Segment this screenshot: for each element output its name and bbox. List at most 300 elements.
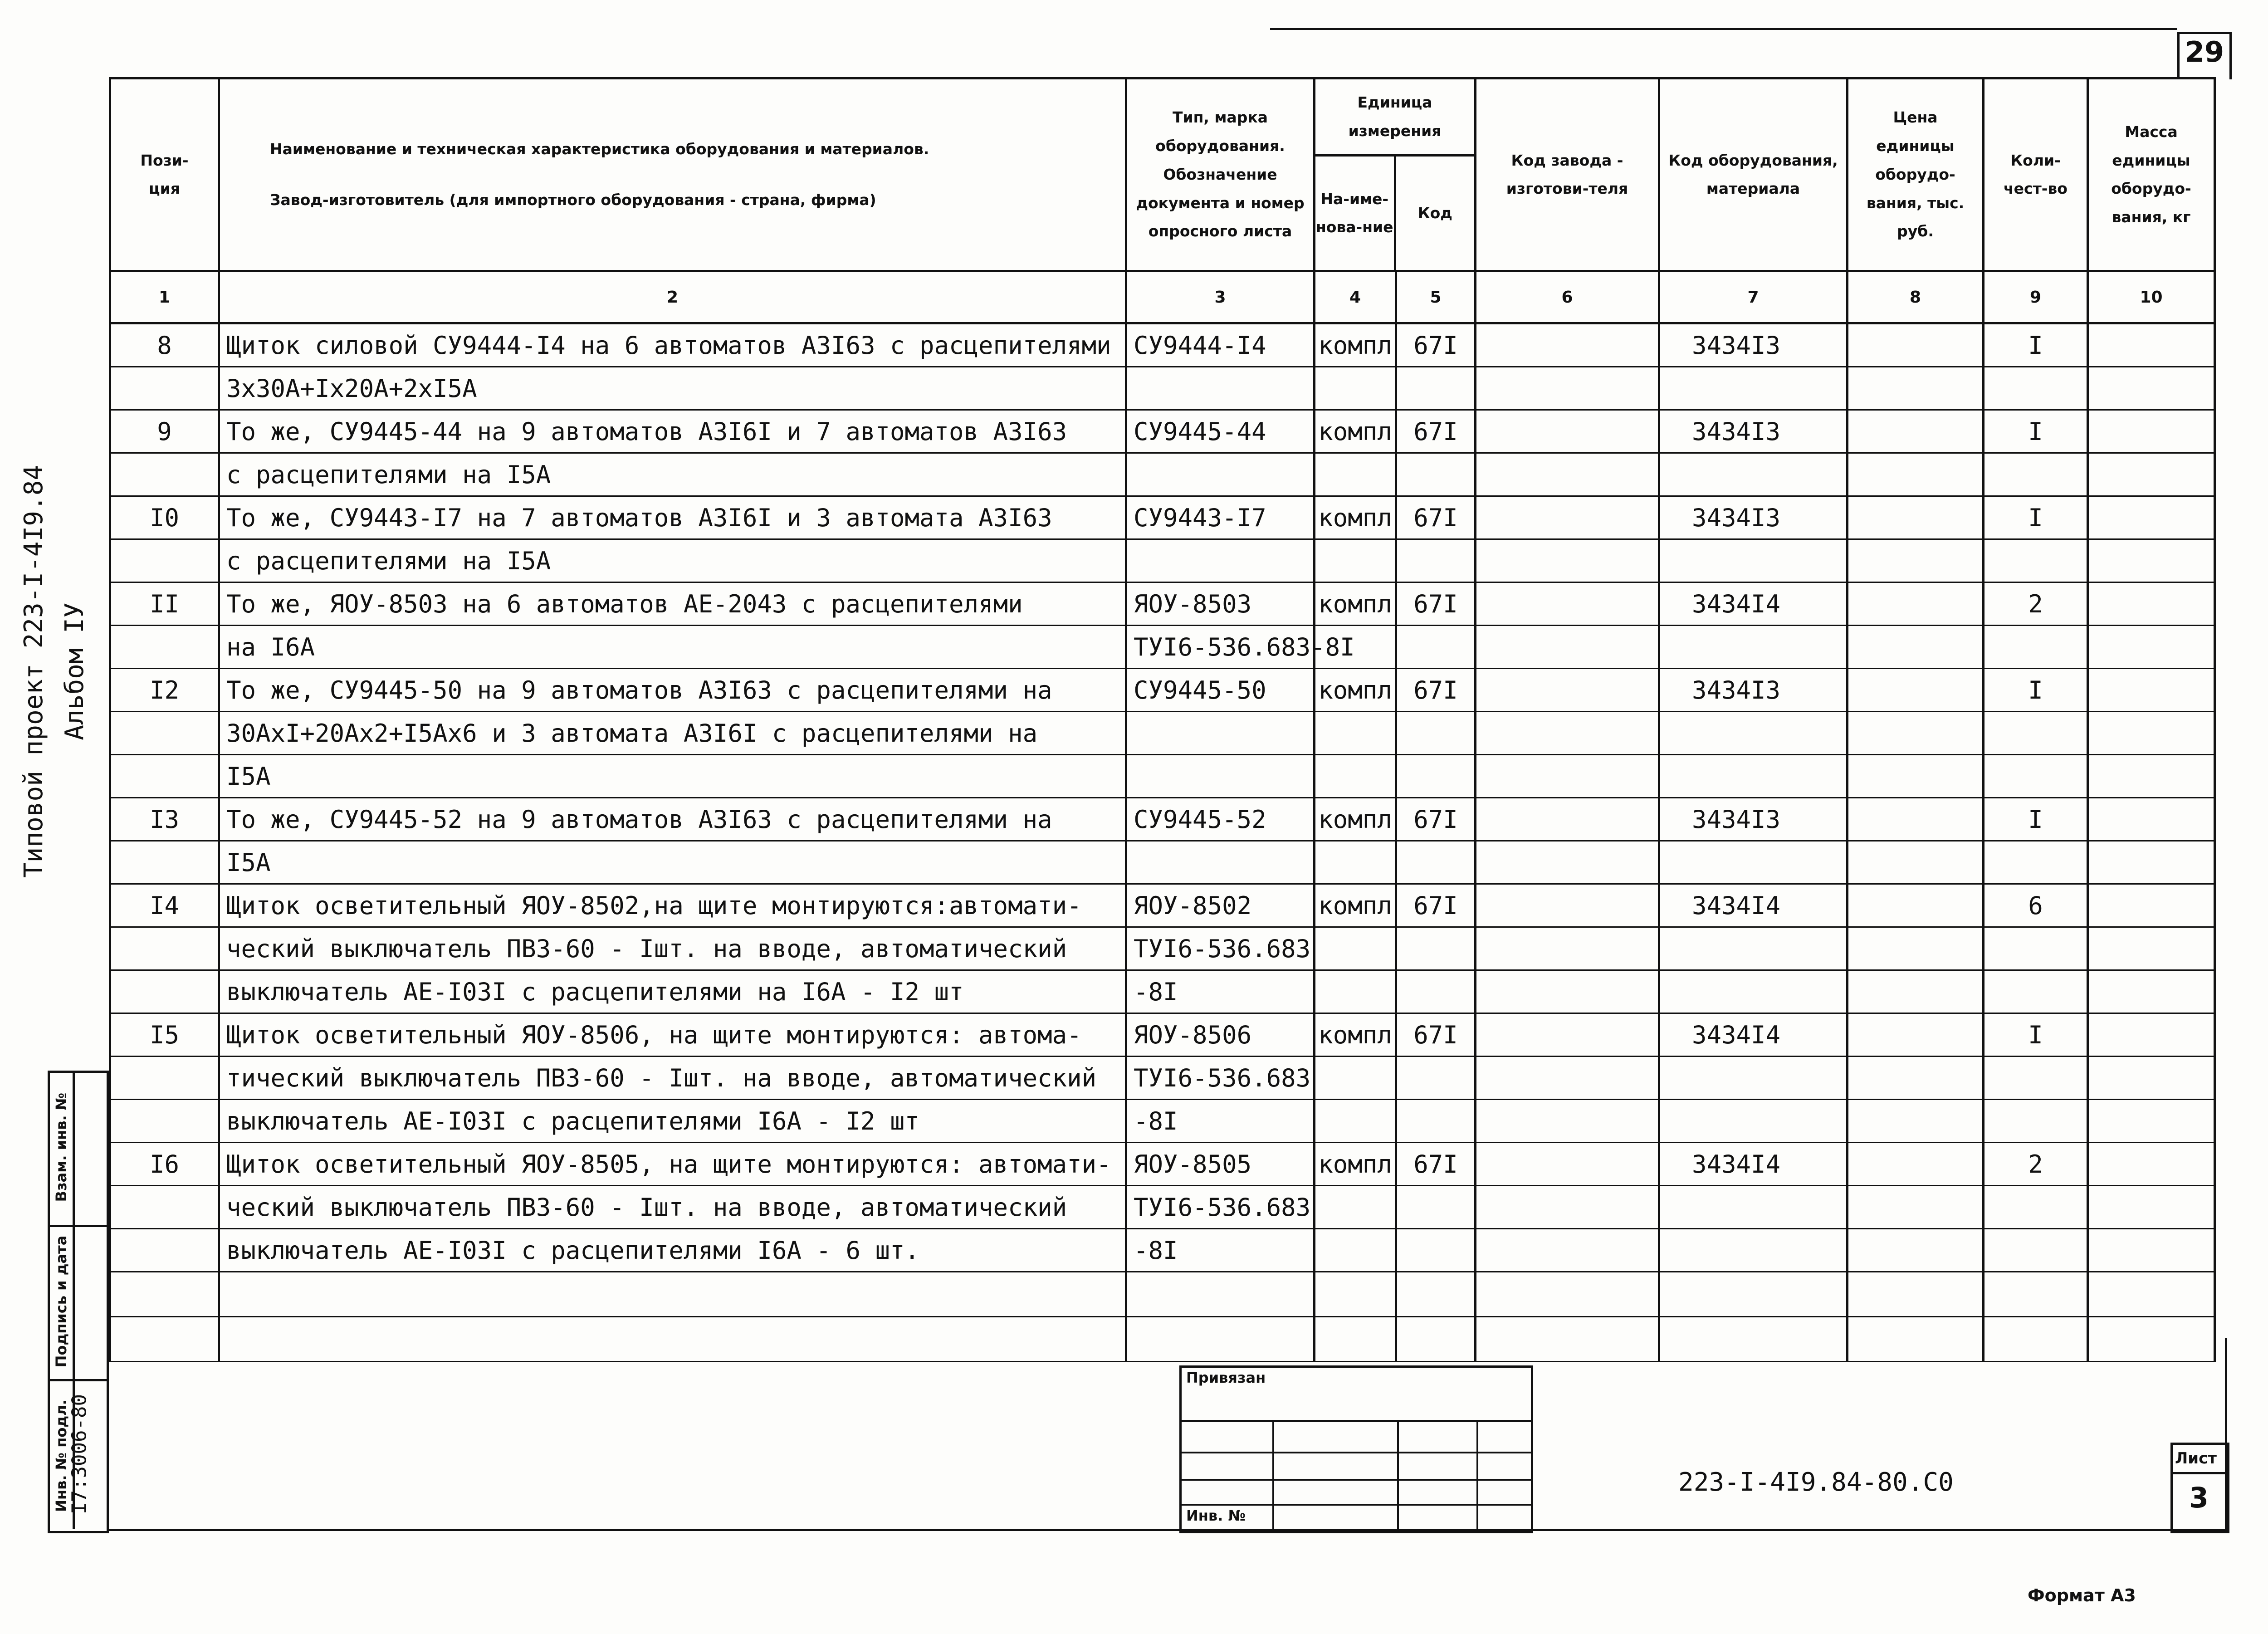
- sheet-number: 3: [2189, 1481, 2209, 1514]
- cell-quantity: [1984, 367, 2088, 410]
- cell-position: [110, 626, 219, 669]
- cell-factory-code: [1476, 884, 1659, 927]
- cell-price: [1848, 1057, 1984, 1100]
- cell-mass: [2088, 1317, 2215, 1362]
- column-number: 8: [1848, 271, 1984, 323]
- cell-name: выключатель АЕ-I03I с расцепителями на I6А - I2 шт: [219, 970, 1126, 1013]
- cell-unit-code: 67I: [1396, 582, 1476, 626]
- cell-equipment-code: 3434I3: [1659, 410, 1848, 453]
- cell-unit-code: 67I: [1396, 410, 1476, 453]
- header-unit-group: Единица измерения: [1315, 79, 1474, 157]
- cell-mass: [2088, 798, 2215, 841]
- cell-equipment-code: 3434I4: [1659, 1143, 1848, 1186]
- cell-unit: [1315, 1317, 1396, 1362]
- cell-quantity: [1984, 1186, 2088, 1229]
- cell-unit: компл: [1315, 884, 1396, 927]
- header-quantity: Коли-чест-во: [1984, 78, 2088, 271]
- cell-position: [110, 367, 219, 410]
- cell-unit-code: 67I: [1396, 1143, 1476, 1186]
- cell-unit: [1315, 712, 1396, 755]
- cell-price: [1848, 970, 1984, 1013]
- cell-position: I6: [110, 1143, 219, 1186]
- cell-price: [1848, 1013, 1984, 1057]
- cell-unit: компл: [1315, 1013, 1396, 1057]
- cell-price: [1848, 410, 1984, 453]
- cell-name: выключатель АЕ-I03I с расцепителями I6А - I2 шт: [219, 1100, 1126, 1143]
- cell-mass: [2088, 1186, 2215, 1229]
- cell-type: [1126, 755, 1315, 798]
- cell-equipment-code: [1659, 1272, 1848, 1317]
- format-label: Формат А3: [2028, 1585, 2136, 1605]
- cell-price: [1848, 1100, 1984, 1143]
- table-row: [110, 323, 2215, 367]
- cell-type: ТУI6-536.683: [1126, 1186, 1315, 1229]
- cell-unit: [1315, 453, 1396, 496]
- cell-quantity: [1984, 841, 2088, 884]
- cell-position: I2: [110, 669, 219, 712]
- cell-name: 3х30А+Iх20А+2хI5А: [219, 367, 1126, 410]
- side-stamp-signature: Подпись и дата: [53, 1235, 70, 1368]
- cell-quantity: [1984, 755, 2088, 798]
- cell-name: То же, СУ9443-I7 на 7 автоматов А3I6I и 3 автомата А3I63: [219, 496, 1126, 539]
- cell-type: СУ9444-I4: [1126, 323, 1315, 367]
- header-unit: [1315, 78, 1476, 271]
- cell-price: [1848, 1272, 1984, 1317]
- table-row: [110, 970, 2215, 1013]
- cell-name: ческий выключатель ПВ3-60 - Iшт. на вводе, автоматический: [219, 927, 1126, 970]
- cell-unit-code: [1396, 1186, 1476, 1229]
- cell-name: То же, СУ9445-44 на 9 автоматов А3I6I и 7 автоматов А3I63: [219, 410, 1126, 453]
- table-row: [110, 453, 2215, 496]
- privyazan-col-line: [1397, 1420, 1399, 1529]
- cell-mass: [2088, 1143, 2215, 1186]
- cell-unit-code: [1396, 1057, 1476, 1100]
- cell-factory-code: [1476, 453, 1659, 496]
- cell-quantity: [1984, 453, 2088, 496]
- cell-quantity: [1984, 1317, 2088, 1362]
- cell-name: I5А: [219, 755, 1126, 798]
- cell-mass: [2088, 1272, 2215, 1317]
- cell-mass: [2088, 927, 2215, 970]
- cell-price: [1848, 927, 1984, 970]
- cell-factory-code: [1476, 798, 1659, 841]
- column-number: 9: [1984, 271, 2088, 323]
- table-row: [110, 1317, 2215, 1362]
- cell-name: с расцепителями на I5А: [219, 453, 1126, 496]
- header-name-line2: Завод-изготовитель (для импортного оборудования - страна, фирма): [270, 191, 876, 209]
- cell-factory-code: [1476, 1143, 1659, 1186]
- cell-quantity: [1984, 970, 2088, 1013]
- cell-quantity: [1984, 626, 2088, 669]
- cell-mass: [2088, 1100, 2215, 1143]
- side-title-line1: Типовой проект 223-I-4I9.84: [19, 465, 49, 878]
- cell-type: ТУI6-536.683: [1126, 927, 1315, 970]
- cell-factory-code: [1476, 1013, 1659, 1057]
- cell-unit-code: [1396, 1272, 1476, 1317]
- cell-position: I4: [110, 884, 219, 927]
- cell-quantity: 6: [1984, 884, 2088, 927]
- cell-mass: [2088, 669, 2215, 712]
- cell-position: [110, 1317, 219, 1362]
- header-price: Цена единицы оборудо-вания, тыс. руб.: [1848, 78, 1984, 271]
- header-type: Тип, марка оборудования. Обозначение документа и номер опросного листа: [1126, 78, 1315, 271]
- cell-unit-code: 67I: [1396, 323, 1476, 367]
- cell-quantity: [1984, 1272, 2088, 1317]
- cell-name: [219, 1272, 1126, 1317]
- cell-type: ЯОУ-8505: [1126, 1143, 1315, 1186]
- spec-table: [109, 77, 2216, 1362]
- cell-position: 8: [110, 323, 219, 367]
- cell-type: СУ9445-52: [1126, 798, 1315, 841]
- cell-price: [1848, 323, 1984, 367]
- cell-price: [1848, 1317, 1984, 1362]
- cell-quantity: I: [1984, 1013, 2088, 1057]
- cell-quantity: I: [1984, 798, 2088, 841]
- cell-factory-code: [1476, 410, 1659, 453]
- cell-type: ЯОУ-8502: [1126, 884, 1315, 927]
- cell-equipment-code: [1659, 1057, 1848, 1100]
- cell-price: [1848, 626, 1984, 669]
- cell-price: [1848, 841, 1984, 884]
- cell-unit: [1315, 755, 1396, 798]
- cell-position: [110, 1272, 219, 1317]
- cell-mass: [2088, 367, 2215, 410]
- cell-type: ТУI6-536.683-8I: [1126, 626, 1315, 669]
- cell-position: [110, 970, 219, 1013]
- cell-type: [1126, 1317, 1315, 1362]
- cell-unit-code: 67I: [1396, 798, 1476, 841]
- cell-type: [1126, 712, 1315, 755]
- cell-position: [110, 1100, 219, 1143]
- column-number: 5: [1396, 271, 1476, 323]
- cell-unit-code: [1396, 453, 1476, 496]
- cell-mass: [2088, 970, 2215, 1013]
- column-number: 10: [2088, 271, 2215, 323]
- cell-name: тический выключатель ПВ3-60 - Iшт. на вводе, автоматический: [219, 1057, 1126, 1100]
- cell-mass: [2088, 496, 2215, 539]
- cell-unit: компл: [1315, 669, 1396, 712]
- cell-price: [1848, 669, 1984, 712]
- cell-type: -8I: [1126, 970, 1315, 1013]
- cell-price: [1848, 798, 1984, 841]
- cell-equipment-code: [1659, 453, 1848, 496]
- column-number-row: [110, 271, 2215, 323]
- cell-price: [1848, 712, 1984, 755]
- cell-equipment-code: [1659, 626, 1848, 669]
- cell-equipment-code: 3434I3: [1659, 798, 1848, 841]
- cell-type: [1126, 841, 1315, 884]
- cell-name: I5А: [219, 841, 1126, 884]
- cell-type: [1126, 539, 1315, 582]
- cell-factory-code: [1476, 626, 1659, 669]
- header-unit-code: Код: [1418, 204, 1452, 222]
- table-row: [110, 1013, 2215, 1057]
- column-number: 7: [1659, 271, 1848, 323]
- cell-factory-code: [1476, 367, 1659, 410]
- cell-unit-code: [1396, 1100, 1476, 1143]
- cell-equipment-code: 3434I4: [1659, 1013, 1848, 1057]
- column-number: 3: [1126, 271, 1315, 323]
- top-edge-line: [1270, 28, 2177, 30]
- cell-position: I5: [110, 1013, 219, 1057]
- cell-name: Щиток осветительный ЯОУ-8502,на щите монтируются:автомати-: [219, 884, 1126, 927]
- cell-price: [1848, 453, 1984, 496]
- cell-price: [1848, 1186, 1984, 1229]
- header-name: [219, 78, 1126, 271]
- cell-factory-code: [1476, 1057, 1659, 1100]
- cell-factory-code: [1476, 970, 1659, 1013]
- cell-mass: [2088, 582, 2215, 626]
- cell-mass: [2088, 1229, 2215, 1272]
- cell-factory-code: [1476, 927, 1659, 970]
- cell-unit-code: [1396, 927, 1476, 970]
- header-mass: Масса единицы оборудо-вания, кг: [2088, 78, 2215, 271]
- cell-type: [1126, 367, 1315, 410]
- privyazan-label: Привязан: [1186, 1369, 1266, 1386]
- cell-type: СУ9445-50: [1126, 669, 1315, 712]
- cell-name: с расцепителями на I5А: [219, 539, 1126, 582]
- cell-unit-code: [1396, 626, 1476, 669]
- cell-unit: [1315, 539, 1396, 582]
- cell-name: То же, СУ9445-52 на 9 автоматов А3I63 с расцепителями на: [219, 798, 1126, 841]
- sheet-box-divider: [2170, 1472, 2227, 1474]
- table-row: [110, 626, 2215, 669]
- cell-equipment-code: [1659, 539, 1848, 582]
- cell-unit: [1315, 1100, 1396, 1143]
- cell-position: [110, 841, 219, 884]
- cell-unit: компл: [1315, 496, 1396, 539]
- cell-unit-code: 67I: [1396, 496, 1476, 539]
- cell-mass: [2088, 884, 2215, 927]
- document-code: 223-I-4I9.84-80.С0: [1678, 1468, 1954, 1497]
- cell-unit: компл: [1315, 1143, 1396, 1186]
- cell-unit: компл: [1315, 798, 1396, 841]
- side-title-line2: Альбом IУ: [60, 602, 89, 740]
- cell-unit-code: [1396, 712, 1476, 755]
- table-row: [110, 496, 2215, 539]
- cell-mass: [2088, 626, 2215, 669]
- cell-price: [1848, 582, 1984, 626]
- cell-factory-code: [1476, 841, 1659, 884]
- column-number: 4: [1315, 271, 1396, 323]
- cell-factory-code: [1476, 323, 1659, 367]
- side-title: [14, 331, 104, 1012]
- side-stamp-inv-value: I7:3006-80: [68, 1394, 91, 1514]
- cell-factory-code: [1476, 1229, 1659, 1272]
- cell-factory-code: [1476, 1186, 1659, 1229]
- cell-position: [110, 1229, 219, 1272]
- cell-unit: компл: [1315, 410, 1396, 453]
- cell-mass: [2088, 1013, 2215, 1057]
- cell-equipment-code: 3434I3: [1659, 496, 1848, 539]
- table-row: [110, 1272, 2215, 1317]
- cell-factory-code: [1476, 1317, 1659, 1362]
- table-row: [110, 669, 2215, 712]
- cell-mass: [2088, 841, 2215, 884]
- cell-quantity: I: [1984, 669, 2088, 712]
- cell-mass: [2088, 712, 2215, 755]
- cell-quantity: 2: [1984, 582, 2088, 626]
- cell-factory-code: [1476, 539, 1659, 582]
- cell-position: [110, 539, 219, 582]
- cell-position: II: [110, 582, 219, 626]
- cell-equipment-code: [1659, 367, 1848, 410]
- cell-unit: [1315, 367, 1396, 410]
- header-position: Пози- ция: [110, 78, 219, 271]
- table-row: [110, 927, 2215, 970]
- cell-unit-code: [1396, 755, 1476, 798]
- table-row: [110, 410, 2215, 453]
- cell-quantity: [1984, 539, 2088, 582]
- cell-factory-code: [1476, 582, 1659, 626]
- cell-mass: [2088, 539, 2215, 582]
- cell-factory-code: [1476, 712, 1659, 755]
- cell-unit: компл: [1315, 323, 1396, 367]
- cell-name: ческий выключатель ПВ3-60 - Iшт. на вводе, автоматический: [219, 1186, 1126, 1229]
- cell-quantity: [1984, 712, 2088, 755]
- table-row: [110, 755, 2215, 798]
- cell-price: [1848, 1229, 1984, 1272]
- table-row: [110, 712, 2215, 755]
- cell-type: [1126, 1272, 1315, 1317]
- cell-unit-code: [1396, 1229, 1476, 1272]
- cell-equipment-code: [1659, 1100, 1848, 1143]
- header-factory-code: Код завода - изготови-теля: [1476, 78, 1659, 271]
- cell-unit-code: [1396, 367, 1476, 410]
- cell-position: [110, 1057, 219, 1100]
- table-row: [110, 841, 2215, 884]
- table-row: [110, 798, 2215, 841]
- cell-quantity: I: [1984, 410, 2088, 453]
- cell-price: [1848, 1143, 1984, 1186]
- table-row: [110, 367, 2215, 410]
- cell-quantity: [1984, 1229, 2088, 1272]
- privyazan-col-line: [1476, 1420, 1478, 1529]
- cell-position: 9: [110, 410, 219, 453]
- cell-mass: [2088, 323, 2215, 367]
- table-row: [110, 1186, 2215, 1229]
- table-row: [110, 884, 2215, 927]
- cell-name: на I6А: [219, 626, 1126, 669]
- cell-position: I3: [110, 798, 219, 841]
- cell-unit-code: [1396, 1317, 1476, 1362]
- cell-factory-code: [1476, 1272, 1659, 1317]
- cell-equipment-code: [1659, 1186, 1848, 1229]
- cell-equipment-code: 3434I4: [1659, 582, 1848, 626]
- cell-type: СУ9443-I7: [1126, 496, 1315, 539]
- cell-quantity: I: [1984, 323, 2088, 367]
- cell-mass: [2088, 1057, 2215, 1100]
- cell-type: ТУI6-536.683: [1126, 1057, 1315, 1100]
- cell-type: -8I: [1126, 1100, 1315, 1143]
- cell-unit-code: 67I: [1396, 884, 1476, 927]
- header-name-line1: Наименование и техническая характеристика оборудования и материалов.: [270, 140, 929, 158]
- privyazan-col-line: [1272, 1420, 1274, 1529]
- cell-equipment-code: [1659, 755, 1848, 798]
- cell-equipment-code: [1659, 1229, 1848, 1272]
- table-row: [110, 1229, 2215, 1272]
- cell-equipment-code: 3434I3: [1659, 323, 1848, 367]
- cell-type: [1126, 453, 1315, 496]
- cell-mass: [2088, 410, 2215, 453]
- cell-price: [1848, 539, 1984, 582]
- header-unit-name: На-име-нова-ние: [1315, 157, 1396, 270]
- cell-unit-code: 67I: [1396, 669, 1476, 712]
- cell-type: ЯОУ-8506: [1126, 1013, 1315, 1057]
- cell-quantity: I: [1984, 496, 2088, 539]
- cell-unit: [1315, 1272, 1396, 1317]
- cell-factory-code: [1476, 755, 1659, 798]
- cell-type: СУ9445-44: [1126, 410, 1315, 453]
- table-row: [110, 582, 2215, 626]
- cell-position: [110, 453, 219, 496]
- cell-position: [110, 927, 219, 970]
- table-row: [110, 539, 2215, 582]
- cell-position: [110, 712, 219, 755]
- cell-unit: [1315, 1057, 1396, 1100]
- cell-name: Щиток осветительный ЯОУ-8506, на щите монтируются: автома-: [219, 1013, 1126, 1057]
- cell-quantity: [1984, 1057, 2088, 1100]
- column-number: 2: [219, 271, 1126, 323]
- cell-price: [1848, 755, 1984, 798]
- cell-name: Щиток осветительный ЯОУ-8505, на щите монтируются: автомати-: [219, 1143, 1126, 1186]
- cell-price: [1848, 367, 1984, 410]
- cell-unit-code: [1396, 539, 1476, 582]
- column-number: 6: [1476, 271, 1659, 323]
- privyazan-inv-no: Инв. №: [1186, 1507, 1246, 1524]
- cell-name: [219, 1317, 1126, 1362]
- cell-equipment-code: [1659, 1317, 1848, 1362]
- cell-name: выключатель АЕ-I03I с расцепителями I6А - 6 шт.: [219, 1229, 1126, 1272]
- cell-name: Щиток силовой СУ9444-I4 на 6 автоматов А3I63 с расцепителями: [219, 323, 1126, 367]
- cell-position: [110, 755, 219, 798]
- bottom-frame-line: [109, 1529, 2227, 1531]
- cell-price: [1848, 496, 1984, 539]
- sheet-label: Лист: [2175, 1449, 2217, 1468]
- column-number: 1: [110, 271, 219, 323]
- cell-name: 30АхI+20Ах2+I5Ах6 и 3 автомата А3I6I с расцепителями на: [219, 712, 1126, 755]
- table-row: [110, 1057, 2215, 1100]
- cell-price: [1848, 884, 1984, 927]
- header-equipment-code: Код оборудования, материала: [1659, 78, 1848, 271]
- cell-equipment-code: [1659, 841, 1848, 884]
- cell-equipment-code: [1659, 927, 1848, 970]
- cell-position: I0: [110, 496, 219, 539]
- table-row: [110, 1143, 2215, 1186]
- cell-factory-code: [1476, 496, 1659, 539]
- cell-unit: [1315, 970, 1396, 1013]
- cell-position: [110, 1186, 219, 1229]
- cell-name: То же, СУ9445-50 на 9 автоматов А3I63 с расцепителями на: [219, 669, 1126, 712]
- side-stamp-replace: Взам. инв. №: [53, 1092, 70, 1202]
- cell-unit: компл: [1315, 582, 1396, 626]
- cell-unit: [1315, 927, 1396, 970]
- cell-unit: [1315, 841, 1396, 884]
- cell-quantity: [1984, 1100, 2088, 1143]
- cell-equipment-code: 3434I4: [1659, 884, 1848, 927]
- side-stamp-inv-no: Инв. № подл.: [53, 1399, 70, 1512]
- cell-factory-code: [1476, 669, 1659, 712]
- cell-quantity: 2: [1984, 1143, 2088, 1186]
- cell-unit: [1315, 1229, 1396, 1272]
- table-row: [110, 1100, 2215, 1143]
- sheet-corner-number: 29: [2185, 35, 2224, 68]
- cell-type: -8I: [1126, 1229, 1315, 1272]
- cell-unit-code: [1396, 970, 1476, 1013]
- cell-equipment-code: 3434I3: [1659, 669, 1848, 712]
- cell-mass: [2088, 453, 2215, 496]
- cell-unit-code: [1396, 841, 1476, 884]
